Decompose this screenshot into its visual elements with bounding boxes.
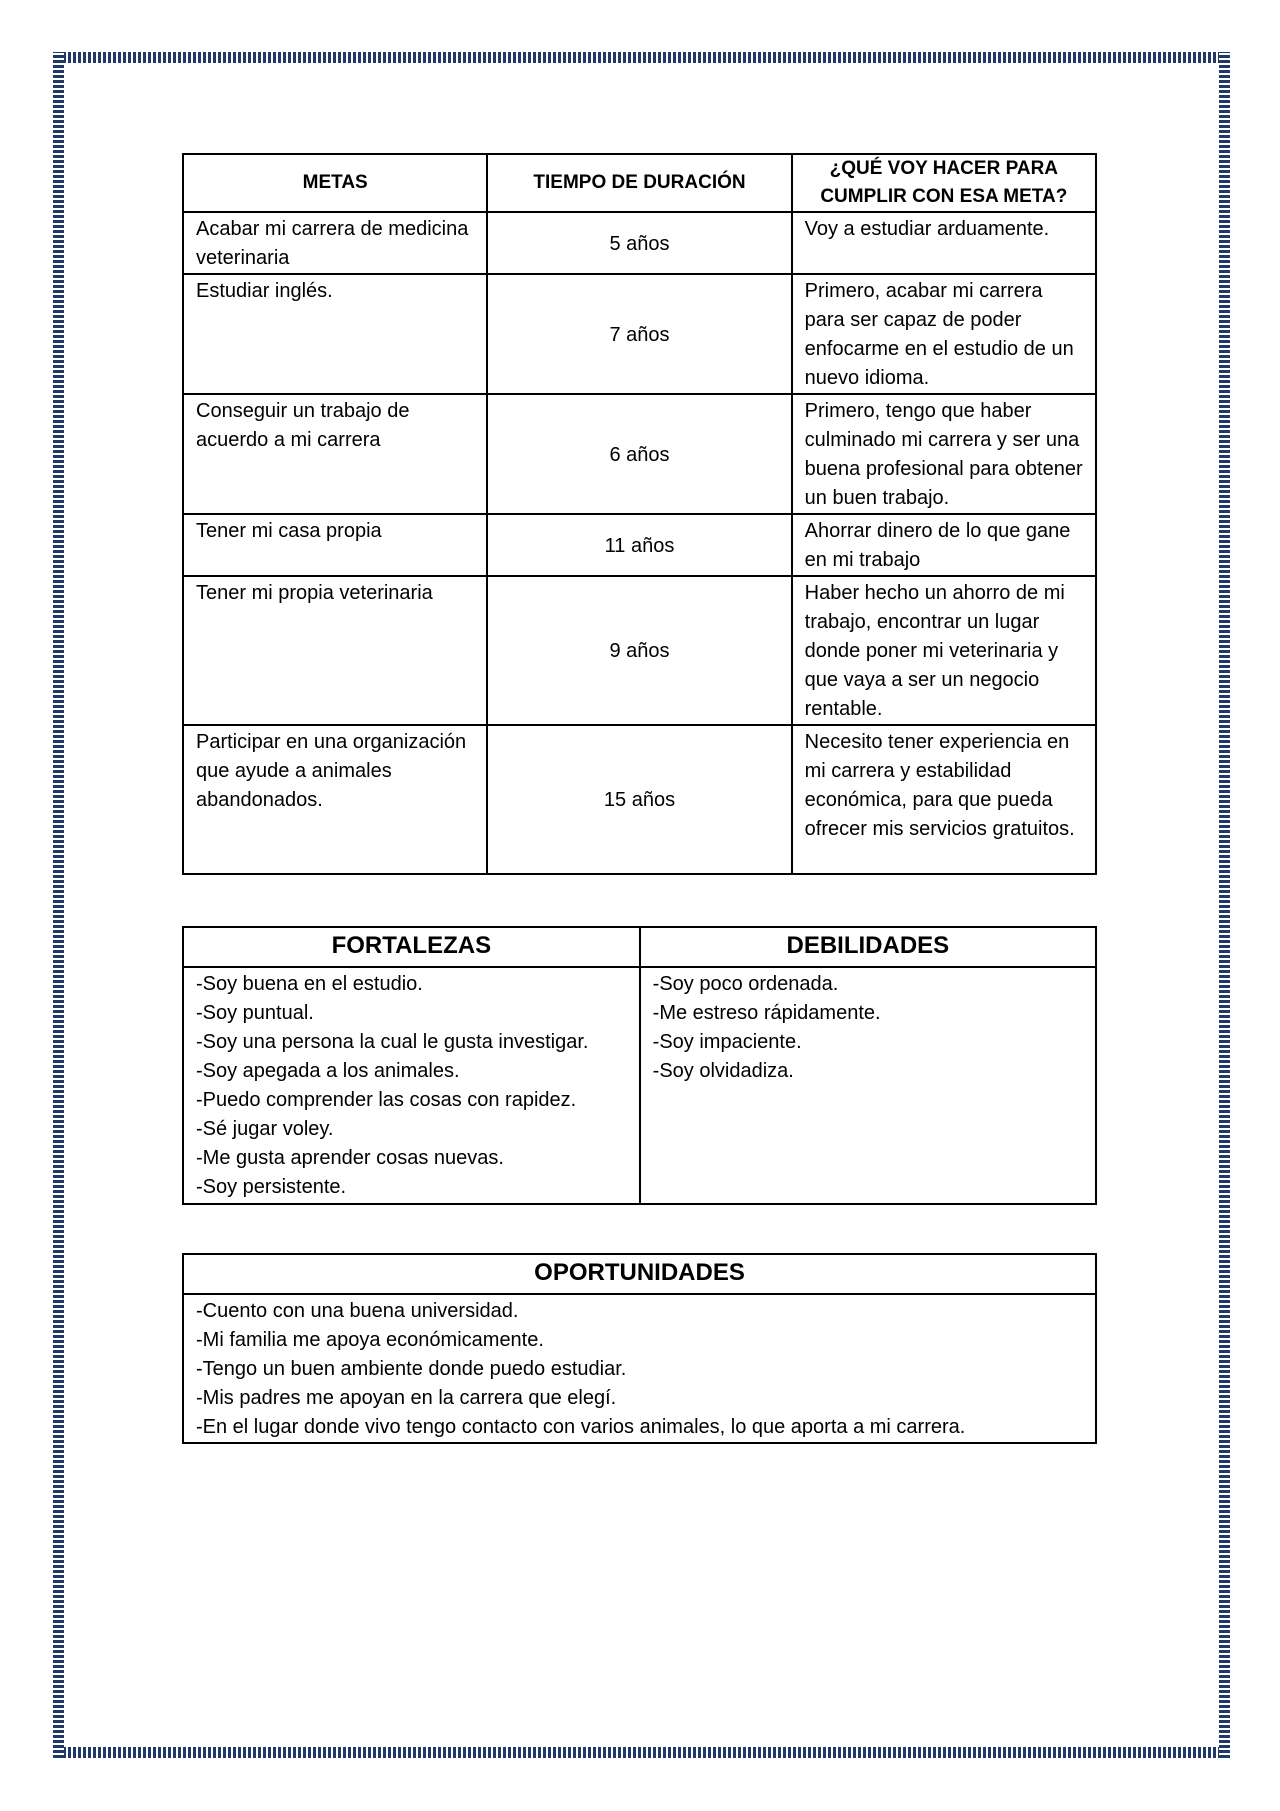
list-item: -Soy buena en el estudio.: [196, 973, 423, 995]
list-item: -Soy persistente.: [196, 1176, 347, 1198]
goal-cell: Tener mi casa propia: [183, 514, 487, 576]
goals-header-row: [183, 154, 1096, 212]
list-item: -Cuento con una buena universidad.: [196, 1300, 519, 1322]
table-row: [183, 274, 1096, 394]
fortalezas-list: [183, 967, 640, 1204]
list-item: -Soy olvidadiza.: [652, 1060, 794, 1082]
list-item: -Mis padres me apoyan en la carrera que elegí.: [196, 1387, 617, 1409]
action-cell: Necesito tener experiencia en mi carrera y estabilidad económica, para que pueda ofrecer mis servicios gratuitos.: [792, 725, 1096, 874]
duration-cell: 6 años: [487, 394, 791, 514]
action-cell: Ahorrar dinero de lo que gane en mi trabajo: [792, 514, 1096, 576]
goal-cell: Estudiar inglés.: [183, 274, 487, 394]
goal-cell: Participar en una organización que ayude a animales abandonados.: [183, 725, 487, 874]
page-border-left: [53, 52, 64, 1758]
table-row: [183, 394, 1096, 514]
debilidades-header: DEBILIDADES: [640, 927, 1096, 967]
list-item: -Soy impaciente.: [652, 1031, 802, 1053]
table-row: [183, 514, 1096, 576]
oportunidades-header: OPORTUNIDADES: [183, 1254, 1096, 1294]
list-item: -Mi familia me apoya económicamente.: [196, 1329, 544, 1351]
oportunidades-table: [182, 1253, 1097, 1444]
page-border-right: [1219, 52, 1230, 1758]
action-cell: Haber hecho un ahorro de mi trabajo, encontrar un lugar donde poner mi veterinaria y que vaya a ser un negocio rentable.: [792, 576, 1096, 725]
goals-table: [182, 153, 1097, 875]
list-item: -Me estreso rápidamente.: [652, 1002, 881, 1024]
table-row: [183, 576, 1096, 725]
duration-cell: 7 años: [487, 274, 791, 394]
goal-cell: Tener mi propia veterinaria: [183, 576, 487, 725]
table-row: [183, 725, 1096, 874]
list-item: -En el lugar donde vivo tengo contacto con varios animales, lo que aporta a mi carrera.: [196, 1416, 966, 1438]
goal-cell: Acabar mi carrera de medicina veterinaria: [183, 212, 487, 274]
action-cell: Primero, acabar mi carrera para ser capaz de poder enfocarme en el estudio de un nuevo idioma.: [792, 274, 1096, 394]
action-cell: Voy a estudiar arduamente.: [792, 212, 1096, 274]
page-border-bottom: [53, 1747, 1230, 1758]
list-item: -Tengo un buen ambiente donde puedo estudiar.: [196, 1358, 627, 1380]
fd-header-row: [183, 927, 1096, 967]
fortalezas-debilidades-table: [182, 926, 1097, 1205]
table-row: [183, 967, 1096, 1204]
fortalezas-header: FORTALEZAS: [183, 927, 640, 967]
duration-cell: 11 años: [487, 514, 791, 576]
list-item: -Me gusta aprender cosas nuevas.: [196, 1147, 504, 1169]
duration-cell: 15 años: [487, 725, 791, 874]
table-row: [183, 1294, 1096, 1443]
page-border-top: [53, 52, 1230, 63]
oportunidades-list: [183, 1294, 1096, 1443]
table-row: [183, 212, 1096, 274]
op-header-row: [183, 1254, 1096, 1294]
list-item: -Sé jugar voley.: [196, 1118, 334, 1140]
duration-cell: 9 años: [487, 576, 791, 725]
list-item: -Soy apegada a los animales.: [196, 1060, 460, 1082]
list-item: -Soy puntual.: [196, 1002, 314, 1024]
list-item: -Puedo comprender las cosas con rapidez.: [196, 1089, 577, 1111]
action-cell: Primero, tengo que haber culminado mi carrera y ser una buena profesional para obtener un buen trabajo.: [792, 394, 1096, 514]
header-tiempo: TIEMPO DE DURACIÓN: [487, 154, 791, 212]
debilidades-list: [640, 967, 1096, 1204]
list-item: -Soy poco ordenada.: [652, 973, 839, 995]
header-accion: ¿QUÉ VOY HACER PARA CUMPLIR CON ESA META?: [792, 154, 1096, 212]
duration-cell: 5 años: [487, 212, 791, 274]
header-metas: METAS: [183, 154, 487, 212]
list-item: -Soy una persona la cual le gusta investigar.: [196, 1031, 589, 1053]
goal-cell: Conseguir un trabajo de acuerdo a mi carrera: [183, 394, 487, 514]
